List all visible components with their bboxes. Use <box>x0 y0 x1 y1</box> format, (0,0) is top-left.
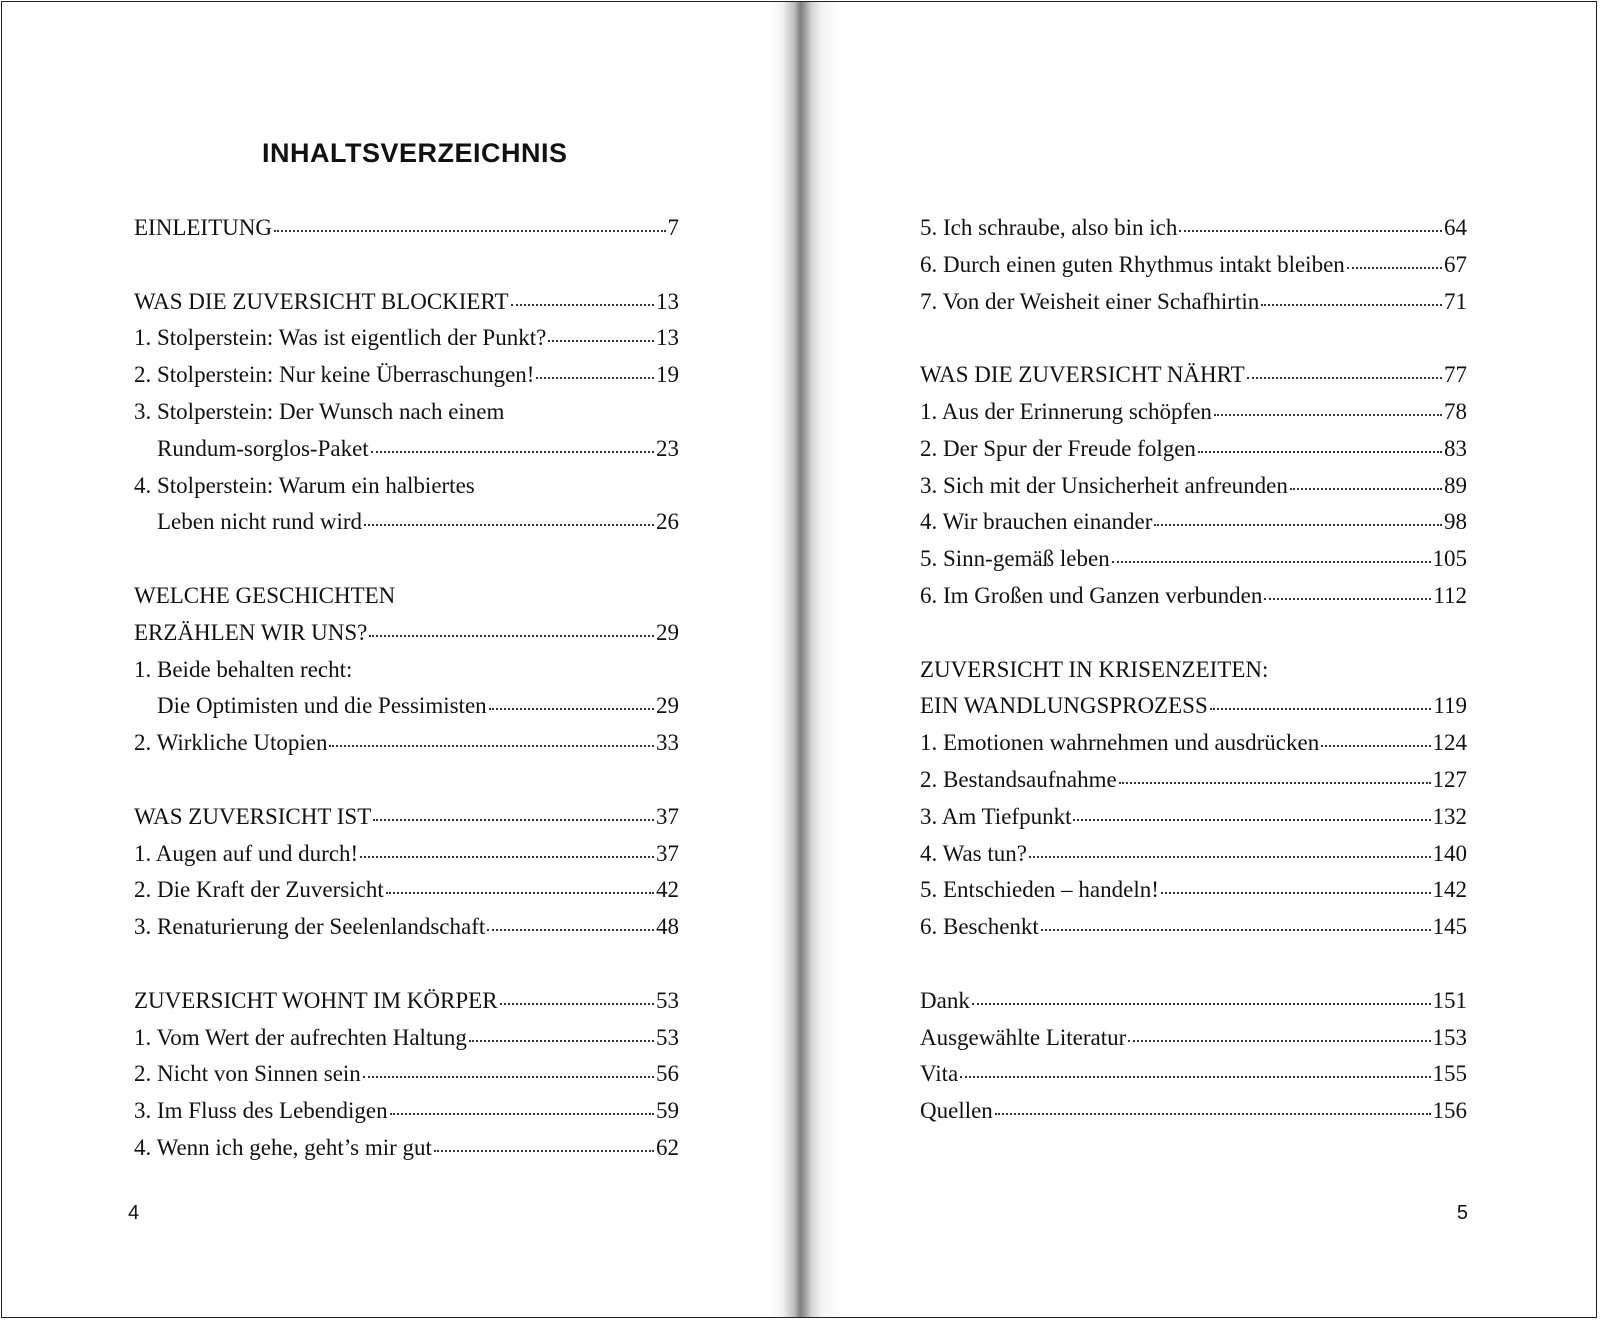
dot-leader <box>363 1076 654 1078</box>
dot-leader <box>511 304 655 306</box>
toc-entry-title: Ausgewählte Literatur <box>920 1024 1127 1050</box>
toc-entry-page: 13 <box>656 288 679 314</box>
dot-leader <box>1347 267 1442 269</box>
toc-entry <box>920 725 1467 762</box>
toc-entry-title: 1. Augen auf und durch! <box>134 840 359 866</box>
section-gap <box>134 247 679 284</box>
toc-entry-title: WAS ZUVERSICHT IST <box>134 803 372 829</box>
page-number: 5 <box>1456 1202 1468 1224</box>
book-gutter <box>770 2 842 1317</box>
toc-entry <box>134 836 679 873</box>
dot-leader <box>1210 708 1432 710</box>
toc-section-heading <box>134 615 679 652</box>
dot-leader <box>1179 230 1442 232</box>
dot-leader <box>1112 561 1431 563</box>
toc-entry-title: 7. Von der Weisheit einer Schafhirtin <box>920 288 1260 314</box>
toc-entry-title: 1. Beide behalten recht: <box>134 656 353 682</box>
dot-leader <box>1264 598 1431 600</box>
toc-entry-title: 6. Im Großen und Ganzen verbunden <box>920 582 1263 608</box>
toc-entry-page: 26 <box>656 509 679 535</box>
toc-entry-page: 7 <box>667 215 679 240</box>
toc-entry <box>134 688 679 725</box>
toc-entry-title: 2. Bestandsaufnahme <box>920 766 1117 792</box>
toc-entry <box>920 799 1467 836</box>
toc-entry <box>920 1020 1467 1057</box>
toc-entry <box>134 725 679 762</box>
toc-entry-first-line <box>134 394 679 431</box>
toc-entry-page: 48 <box>656 914 679 940</box>
toc-entry-title: ZUVERSICHT WOHNT IM KÖRPER <box>134 987 498 1013</box>
toc-entry-page: 37 <box>656 803 679 829</box>
toc-entry-title: Dank <box>920 987 970 1013</box>
toc-entry <box>920 1093 1467 1130</box>
toc-section-heading-first-line <box>134 578 679 615</box>
toc-entry <box>920 504 1467 541</box>
toc-entry-title: 4. Was tun? <box>920 840 1027 866</box>
toc-entry <box>134 909 679 946</box>
toc-list-right <box>920 210 1467 1130</box>
toc-entry <box>134 872 679 909</box>
section-gap <box>134 541 679 578</box>
toc-entry-page: 19 <box>656 362 679 388</box>
dot-leader <box>960 1076 1430 1078</box>
dot-leader <box>1261 304 1442 306</box>
toc-section-heading <box>134 284 679 321</box>
dot-leader <box>369 635 654 637</box>
toc-entry-page: 56 <box>656 1061 679 1087</box>
toc-entry <box>134 1020 679 1057</box>
toc-entry-page: 156 <box>1432 1098 1467 1124</box>
dot-leader <box>1214 414 1442 416</box>
dot-leader <box>1290 488 1442 490</box>
toc-entry-title: 6. Durch einen guten Rhythmus intakt bleiben <box>920 251 1345 277</box>
dot-leader <box>373 819 654 821</box>
toc-entry-title: 3. Am Tiefpunkt <box>920 803 1072 829</box>
toc-entry <box>134 1130 679 1167</box>
toc-entry-title: 2. Stolperstein: Nur keine Überraschungen! <box>134 362 535 388</box>
toc-entry <box>920 247 1467 284</box>
toc-section-heading <box>920 357 1467 394</box>
dot-leader <box>371 451 654 453</box>
dot-leader <box>1119 782 1431 784</box>
toc-entry <box>134 210 679 247</box>
dot-leader <box>548 340 654 342</box>
dot-leader <box>487 929 654 931</box>
toc-entry-title: Quellen <box>920 1098 993 1124</box>
dot-leader <box>995 1113 1431 1115</box>
toc-entry-page: 59 <box>656 1098 679 1124</box>
toc-entry-page: 71 <box>1444 288 1467 314</box>
toc-entry-title: WAS DIE ZUVERSICHT NÄHRT <box>920 362 1245 388</box>
dot-leader <box>1321 745 1430 747</box>
toc-entry-title: 2. Wirkliche Utopien <box>134 730 328 756</box>
toc-entry-page: 29 <box>656 693 679 719</box>
toc-entry-page: 64 <box>1444 215 1467 240</box>
toc-entry-page: 112 <box>1433 582 1467 608</box>
toc-entry-page: 67 <box>1444 251 1467 277</box>
toc-entry-page: 77 <box>1444 362 1467 388</box>
dot-leader <box>360 856 654 858</box>
dot-leader <box>1198 451 1442 453</box>
right-page <box>842 2 1597 1317</box>
toc-section-heading <box>920 688 1467 725</box>
toc-entry-page: 151 <box>1432 987 1467 1013</box>
toc-entry-page: 53 <box>656 987 679 1013</box>
dot-leader <box>489 708 654 710</box>
toc-entry-title: 4. Wir brauchen einander <box>920 509 1153 535</box>
toc-entry-page: 62 <box>656 1134 679 1160</box>
dot-leader <box>434 1150 654 1152</box>
toc-entry <box>920 431 1467 468</box>
toc-entry-title: 1. Vom Wert der aufrechten Haltung <box>134 1024 467 1050</box>
toc-entry-page: 89 <box>1444 472 1467 498</box>
toc-entry-continuation: Die Optimisten und die Pessimisten <box>157 693 487 719</box>
toc-entry <box>920 836 1467 873</box>
dot-leader <box>390 1113 654 1115</box>
toc-entry-title: EINLEITUNG <box>134 215 272 240</box>
toc-entry-continuation: Rundum-sorglos-Paket <box>157 435 369 461</box>
toc-entry-page: 13 <box>656 325 679 351</box>
toc-entry-page: 53 <box>656 1024 679 1050</box>
toc-section-heading-first-line <box>920 652 1467 689</box>
toc-entry-title: 5. Ich schraube, also bin ich <box>920 215 1178 240</box>
toc-entry <box>920 578 1467 615</box>
toc-entry-page: 83 <box>1444 435 1467 461</box>
toc-entry-page: 119 <box>1433 693 1467 719</box>
toc-entry-continuation: EIN WANDLUNGSPROZESS <box>920 693 1208 719</box>
toc-entry-title: 5. Sinn-gemäß leben <box>920 546 1110 572</box>
toc-entry-page: 98 <box>1444 509 1467 535</box>
toc-entry-title: 4. Wenn ich gehe, geht’s mir gut <box>134 1134 432 1160</box>
toc-entry-title: Vita <box>920 1061 959 1087</box>
toc-entry-continuation: Leben nicht rund wird <box>157 509 363 535</box>
toc-entry <box>920 541 1467 578</box>
toc-entry-title: ZUVERSICHT IN KRISENZEITEN: <box>920 656 1269 682</box>
toc-entry <box>134 357 679 394</box>
section-gap <box>134 946 679 983</box>
dot-leader <box>972 1003 1431 1005</box>
section-gap <box>920 615 1467 652</box>
toc-entry-title: 6. Beschenkt <box>920 914 1039 940</box>
dot-leader <box>1161 892 1431 894</box>
toc-entry-page: 23 <box>656 435 679 461</box>
toc-entry <box>920 909 1467 946</box>
dot-leader <box>500 1003 654 1005</box>
dot-leader <box>536 377 654 379</box>
toc-entry <box>134 431 679 468</box>
toc-entry <box>134 1093 679 1130</box>
toc-list-left <box>134 210 679 1167</box>
dot-leader <box>1154 524 1442 526</box>
toc-entry-page: 78 <box>1444 398 1467 424</box>
toc-entry <box>920 210 1467 247</box>
toc-entry-title: 3. Renaturierung der Seelenlandschaft <box>134 914 486 940</box>
toc-entry-page: 127 <box>1432 766 1467 792</box>
toc-entry-page: 105 <box>1432 546 1467 572</box>
toc-heading: INHALTSVERZEICHNIS <box>262 138 568 168</box>
toc-entry-page: 153 <box>1432 1024 1467 1050</box>
toc-entry-title: 5. Entschieden – handeln! <box>920 877 1159 903</box>
toc-entry-title: 2. Der Spur der Freude folgen <box>920 435 1196 461</box>
toc-entry-page: 42 <box>656 877 679 903</box>
toc-entry-page: 124 <box>1432 730 1467 756</box>
toc-entry-first-line <box>134 652 679 689</box>
section-gap <box>920 320 1467 357</box>
toc-entry-page: 155 <box>1432 1061 1467 1087</box>
toc-entry <box>134 320 679 357</box>
toc-entry <box>920 1056 1467 1093</box>
toc-entry-title: WAS DIE ZUVERSICHT BLOCKIERT <box>134 288 509 314</box>
book-spread <box>1 1 1597 1318</box>
toc-entry-page: 140 <box>1432 840 1467 866</box>
toc-entry-page: 29 <box>656 619 679 645</box>
dot-leader <box>1041 929 1431 931</box>
dot-leader <box>1128 1040 1430 1042</box>
toc-entry <box>920 762 1467 799</box>
dot-leader <box>274 230 666 232</box>
toc-entry-title: 1. Aus der Erinnerung schöpfen <box>920 398 1212 424</box>
toc-section-heading <box>134 983 679 1020</box>
toc-entry <box>920 284 1467 321</box>
toc-entry-title: 4. Stolperstein: Warum ein halbiertes <box>134 472 475 498</box>
toc-entry <box>920 468 1467 505</box>
dot-leader <box>329 745 654 747</box>
toc-entry-title: 3. Im Fluss des Lebendigen <box>134 1098 388 1124</box>
dot-leader <box>1247 377 1442 379</box>
dot-leader <box>1073 819 1430 821</box>
toc-entry-page: 33 <box>656 730 679 756</box>
toc-entry-page: 132 <box>1432 803 1467 829</box>
toc-entry-first-line <box>134 468 679 505</box>
page-number: 4 <box>128 1202 140 1224</box>
toc-entry-title: 1. Stolperstein: Was ist eigentlich der Punkt? <box>134 325 547 351</box>
toc-entry-title: 3. Stolperstein: Der Wunsch nach einem <box>134 398 505 424</box>
dot-leader <box>469 1040 654 1042</box>
toc-entry-title: 3. Sich mit der Unsicherheit anfreunden <box>920 472 1288 498</box>
toc-entry-page: 37 <box>656 840 679 866</box>
toc-entry-title: 2. Die Kraft der Zuversicht <box>134 877 384 903</box>
toc-entry <box>134 504 679 541</box>
toc-section-heading <box>134 799 679 836</box>
section-gap <box>134 762 679 799</box>
dot-leader <box>1029 856 1431 858</box>
toc-entry-continuation: ERZÄHLEN WIR UNS? <box>134 619 368 645</box>
dot-leader <box>364 524 654 526</box>
toc-entry <box>920 394 1467 431</box>
toc-entry-page: 145 <box>1432 914 1467 940</box>
toc-entry <box>920 983 1467 1020</box>
toc-entry <box>920 872 1467 909</box>
toc-entry-title: WELCHE GESCHICHTEN <box>134 582 396 608</box>
section-gap <box>920 946 1467 983</box>
toc-entry-title: 1. Emotionen wahrnehmen und ausdrücken <box>920 730 1320 756</box>
toc-entry-page: 142 <box>1432 877 1467 903</box>
toc-entry-title: 2. Nicht von Sinnen sein <box>134 1061 361 1087</box>
dot-leader <box>386 892 654 894</box>
left-page <box>2 2 772 1317</box>
toc-entry <box>134 1056 679 1093</box>
